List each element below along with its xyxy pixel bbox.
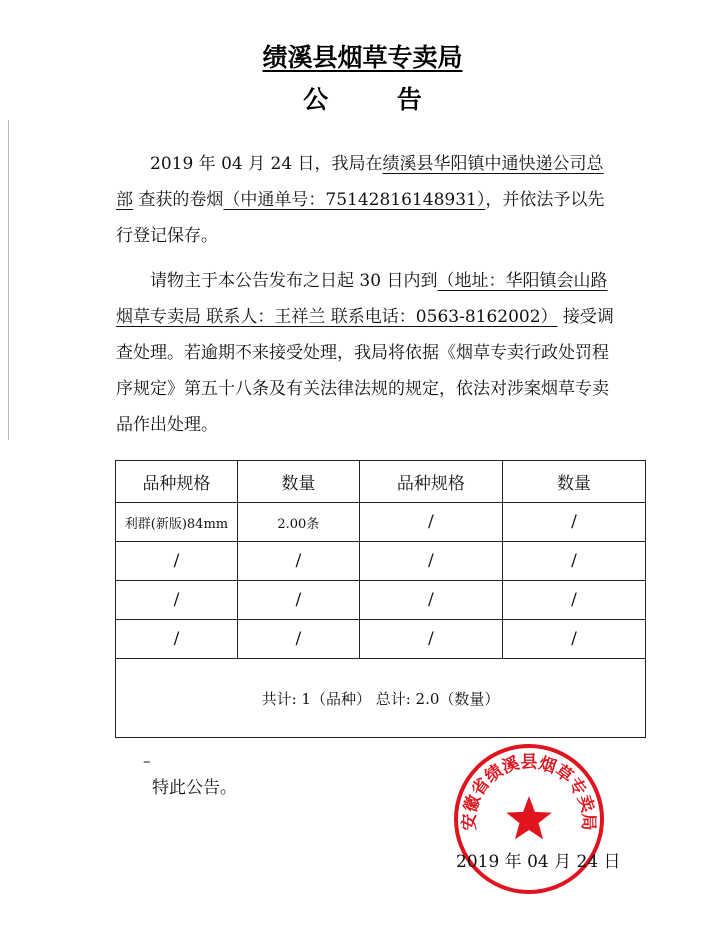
table-header-cell: 数量 bbox=[502, 461, 645, 503]
table-row bbox=[116, 542, 646, 581]
seizure-date-text: 2019 年 04 月 24 日，我局在 bbox=[150, 154, 383, 174]
issue-date: 2019 年 04 月 24 日 bbox=[456, 852, 621, 872]
tracking-number: （中通单号：75142816148931） bbox=[223, 190, 486, 210]
table-cell: / bbox=[237, 581, 359, 620]
table-cell: / bbox=[502, 503, 645, 542]
contact-info: （地址：华阳镇会山路烟草专卖局 联系人：王祥兰 联系电话：0563-8162002） bbox=[116, 271, 608, 327]
table-cell: / bbox=[359, 620, 502, 659]
deadline-text: 请物主于本公告发布之日起 30 日内到 bbox=[150, 271, 438, 291]
table-cell: / bbox=[502, 620, 645, 659]
closing-text: 特此公告。 bbox=[152, 778, 237, 798]
table-header-cell: 品种规格 bbox=[116, 461, 238, 503]
table-cell: / bbox=[116, 620, 238, 659]
paragraph-instructions bbox=[116, 263, 616, 443]
dash-mark: – bbox=[143, 752, 151, 770]
table-cell: / bbox=[359, 503, 502, 542]
star-icon bbox=[506, 796, 552, 839]
table-row bbox=[116, 581, 646, 620]
legal-basis-text: 接受调查处理。若逾期不来接受处理，我局将依据《烟草专卖行政处罚程序规定》第五十八条及有关法律法规的规定，依法对涉案烟草专卖品作出处理。 bbox=[116, 307, 614, 435]
paragraph-seizure bbox=[116, 146, 616, 254]
seizure-location: 绩溪县华阳镇中通快递公司总部 bbox=[116, 154, 604, 210]
page-margin-line bbox=[8, 120, 9, 440]
agency-title: 绩溪县烟草专卖局 bbox=[262, 43, 463, 72]
table-cell: / bbox=[359, 542, 502, 581]
table-row bbox=[116, 503, 646, 542]
seizure-suffix-text: ，并依法予以先行登记保存。 bbox=[116, 190, 605, 246]
table-total-row bbox=[116, 659, 646, 738]
table-header-cell: 数量 bbox=[237, 461, 359, 503]
table-cell: / bbox=[116, 581, 238, 620]
table-cell: / bbox=[359, 581, 502, 620]
table-cell: / bbox=[502, 581, 645, 620]
table-total-cell: 共计: 1（品种） 总计: 2.0（数量） bbox=[116, 659, 646, 738]
table-row bbox=[116, 620, 646, 659]
seizure-item-text: 查获的卷烟 bbox=[133, 190, 224, 210]
table-header-cell: 品种规格 bbox=[359, 461, 502, 503]
table-cell: / bbox=[116, 542, 238, 581]
table-cell: 利群(新版)84mm bbox=[116, 503, 238, 542]
table-cell: / bbox=[502, 542, 645, 581]
document-type-title: 公 告 bbox=[303, 85, 452, 114]
seized-items-table bbox=[115, 460, 646, 738]
table-cell: / bbox=[237, 620, 359, 659]
table-header-row bbox=[116, 461, 646, 503]
table-cell: / bbox=[237, 542, 359, 581]
table-cell: 2.00条 bbox=[237, 503, 359, 542]
seal-text: 安徽省绩溪县烟草专卖局 bbox=[459, 752, 599, 831]
